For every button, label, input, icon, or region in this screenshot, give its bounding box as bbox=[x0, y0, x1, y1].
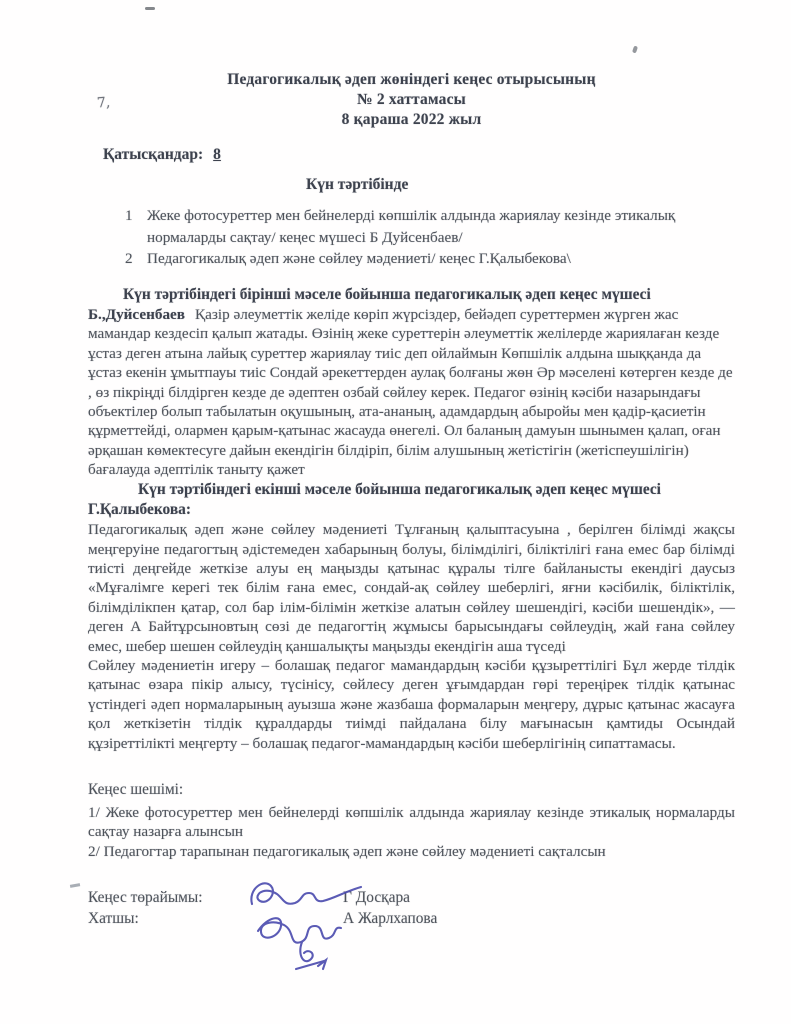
agenda-item-text: Жеке фотосуреттер мен бейнелерді көпшілік алдында жариялау кезінде этикалық нормаларды сақтау/ кеңес мүшесі Б Дуйсенбаев/ bbox=[147, 207, 676, 246]
agenda-item-2 bbox=[88, 248, 735, 270]
title-line-3: 8 қараша 2022 жыл bbox=[341, 111, 482, 128]
section1-body bbox=[88, 305, 735, 480]
document-title-block bbox=[88, 70, 735, 130]
agenda-item-1 bbox=[88, 205, 735, 248]
section1-text: Қазір әлеуметтік желіде көріп жүрсіздер, бейәдеп суреттермен жүрген жас мамандар кездесіп қалып жатады. Өзінің жеке суреттерін әлеуметтік желілерде жариялаған кезде ұстаз деген атына лайық суреттер жариялау тиіс деп ойлаймын Көпшілік алдына шыққанда да ұстаз екенін ұмытпауы тиіс Сондай әрекеттерден аулақ болғаны жөн Әр мәселені көтерген кезде де , өз пікріңді білдірген кезде де әдептен озбай сөйлеу керек. Педагог өзінің кәсіби назарындағы объектілер болып табылатын оқушының, ата-ананың, адамдардың абыройы мен қадір-қасиетін құрметтейді, олармен қарым-қатынас жасауда өнегелі. Ол баланың дамуын шынымен қалап, оған әрқашан көмектесуге дайын екендігін білдіріп, білім алушының жетістігін (жетіспеушілігін) бағалауда әдептілік таныту қажет bbox=[88, 306, 733, 479]
scan-artifact-speck bbox=[632, 46, 638, 54]
signature-role-secretary: Хатшы: bbox=[88, 910, 139, 928]
section2-body-1: Педагогикалық әдеп және сөйлеу мәдениеті Тұлғаның қалыптасуына , берілген білімді жақсы меңгеруіне педагогтың әдістемеден хабарының болуы, білімділігі, біліктілігі ғана емес бар білімді тиісті деңгейде жеткізе алуы ең маңызды қатынас құралы тілге байланысты екендігі даусыз «Мұғалімге керегі тек білім ғана емес, сондай-ақ сөйлеу шеберлігі, яғни кәсібилік, біліктілік, білімділікпен қатар, сол бар ілім-білімін жеткізе алатын сөйлеу шешендігі, кәсіби шешендік», — деген А Байтұрсыновтың сөзі де педагогтің жұмысы барысындағы сөйлеудің, жай ғана сөйлеу емес, шебер шешен сөйлеудің қаншалықты маңызды екендігін аша түседі bbox=[88, 521, 735, 655]
agenda-heading: Күн тәртібінде bbox=[306, 176, 409, 193]
signature-name-secretary: А Жарлхапова bbox=[343, 910, 438, 928]
attendees-count: 8 bbox=[213, 146, 221, 163]
decision-item-1: 1/ Жеке фотосуреттер мен бейнелерді көпшілік алдында жариялау кезінде этикалық нормаларды сақтау назарға алынсын bbox=[88, 804, 735, 841]
agenda-list bbox=[88, 205, 735, 270]
attendees-line bbox=[88, 146, 735, 164]
section1-speaker: Б.,Дуйсенбаев bbox=[88, 306, 185, 323]
agenda-item-number: 2 bbox=[125, 250, 133, 267]
decision-heading: Кеңес шешімі: bbox=[88, 781, 184, 799]
agenda-item-text: Педагогикалық әдеп және сөйлеу мәдениеті/ кеңес Г.Қалыбекова\ bbox=[147, 250, 571, 267]
margin-annotation-mark: 7, bbox=[96, 94, 111, 112]
decision-item-2: 2/ Педагогтар тарапынан педагогикалық әдеп және сөйлеу мәдениеті сақталсын bbox=[88, 842, 606, 860]
signature-row-chair bbox=[88, 887, 735, 908]
scan-artifact-dash-top bbox=[145, 7, 155, 10]
signature-block bbox=[88, 887, 735, 929]
signature-name-chair: Г Досқара bbox=[343, 889, 410, 907]
signature-role-chair: Кеңес төрайымы: bbox=[88, 889, 203, 907]
section1-heading: Күн тәртібіндегі бірінші мәселе бойынша педагогикалық әдеп кеңес мүшесі bbox=[123, 285, 651, 303]
signature-row-secretary bbox=[88, 908, 735, 929]
agenda-item-number: 1 bbox=[125, 207, 133, 224]
section2-heading: Күн тәртібіндегі екінші мәселе бойынша педагогикалық әдеп кеңес мүшесі bbox=[138, 480, 661, 498]
attendees-label: Қатысқандар: bbox=[103, 146, 204, 163]
title-line-2: № 2 хаттамасы bbox=[357, 91, 466, 108]
scan-artifact-dash-left bbox=[70, 883, 80, 887]
section2-speaker: Г.Қалыбекова: bbox=[88, 501, 191, 519]
section2-body-2: Сөйлеу мәдениетін игеру – болашақ педагог мамандардың кәсіби құзыреттілігі Бұл жерде тілдік қатынас өзара пікір алысу, түсінісу, сөйлесу деген ұғымдардан гөрі тереңірек тілдік қатынас үстіндегі әдеп нормаларының ауызша және жазбаша формаларын меңгеру, дұрыс қатынас жасауға қол жеткізетін тілдік құралдарды тиімді пайдалана білу мағынасын қамтиды Осындай құзіреттілікті меңгерту – болашақ педагог-мамандардың кәсіби шеберлігінің сипаттамасы. bbox=[88, 657, 735, 752]
title-line-1: Педагогикалық әдеп жөніндегі кеңес отырысының bbox=[227, 71, 596, 88]
